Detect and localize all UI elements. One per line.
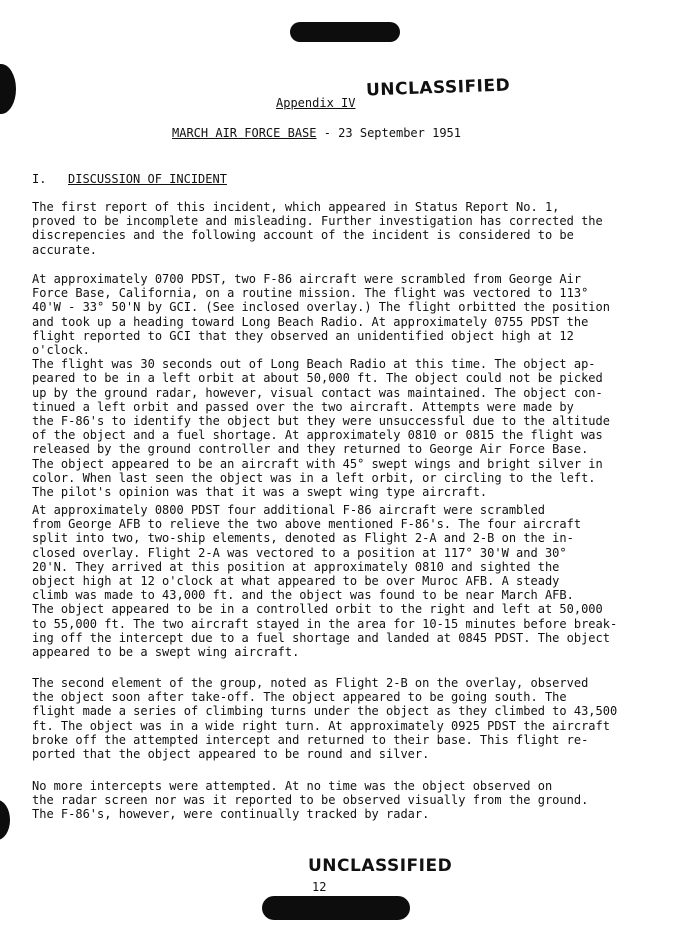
punch-hole-bottom (0, 800, 10, 840)
title-date: - 23 September 1951 (316, 126, 461, 140)
paragraph-4: The second element of the group, noted as Flight 2-B on the overlay, observed the object soon after take-off. The object appeared to be going south. The flight made a series of climbing turns under the object as they climbed to 43,500 ft. The object was in a wide right turn. At approximately 0925 PDST the aircraft broke off the attempted intercept and returned to their base. This flight re- ported that the object appeared to be round and silver. (32, 676, 618, 762)
page-number: 12 (312, 880, 327, 894)
title-location: MARCH AIR FORCE BASE (172, 126, 317, 140)
section-title: DISCUSSION OF INCIDENT (68, 172, 227, 186)
classification-stamp-top: UNCLASSIFIED (365, 75, 511, 101)
redaction-bar-bottom (262, 896, 410, 920)
document-title (172, 126, 461, 140)
section-number: I. (32, 172, 47, 186)
section-heading (32, 172, 227, 186)
paragraph-1: The first report of this incident, which appeared in Status Report No. 1, proved to be incomplete and misleading. Further investigation has corrected the discrepencies and the following account of the incident is considered to be accurate. (32, 200, 603, 257)
appendix-label: Appendix IV (276, 96, 356, 110)
paragraph-3: At approximately 0800 PDST four additional F-86 aircraft were scrambled from George AFB to relieve the two above mentioned F-86's. The four aircraft split into two, two-ship elements, denoted as Flight 2-A and 2-B on the in- closed overlay. Flight 2-A was vectored to a position at 117° 30'W and 30° 20'N. They arrived at this position at approximately 0810 and sighted the object high at 12 o'clock at what appeared to be over Muroc AFB. A steady climb was made to 43,000 ft. and the object was found to be near March AFB. The object appeared to be in a controlled orbit to the right and left at 50,000 to 55,000 ft. The two aircraft stayed in the area for 10-15 minutes before break- ing off the intercept due to a fuel shortage and landed at 0845 PDST. The object appeared to be a swept wing aircraft. (32, 503, 618, 660)
redaction-bar-top (290, 22, 400, 42)
paragraph-2: At approximately 0700 PDST, two F-86 aircraft were scrambled from George Air Force Base, California, on a routine mission. The flight was vectored to 113° 40'W - 33° 50'N by GCI. (See inclosed overlay.) The flight orbitted the position and took up a heading toward Long Beach Radio. At approximately 0755 PDST the flight reported to GCI that they observed an unidentified object high at 12 o'clock. The flight was 30 seconds out of Long Beach Radio at this time. The object ap- peared to be in a left orbit at about 50,000 ft. The object could not be picked up by the ground radar, however, visual contact was maintained. The object con- tinued a left orbit and passed over the two aircraft. Attempts were made by the F-86's to identify the object but they were unsuccessful due to the altitude of the object and a fuel shortage. At approximately 0810 or 0815 the flight was released by the ground controller and they returned to George Air Force Base. The object appeared to be an aircraft with 45° swept wings and bright silver in color. When last seen the object was in a left orbit, or circling to the left. The pilot's opinion was that it was a swept wing type aircraft. (32, 272, 610, 500)
classification-stamp-bottom: UNCLASSIFIED (308, 856, 453, 876)
paragraph-5: No more intercepts were attempted. At no time was the object observed on the radar screen nor was it reported to be observed visually from the ground. The F-86's, however, were continually tracked by radar. (32, 779, 589, 822)
punch-hole-top (0, 64, 16, 114)
